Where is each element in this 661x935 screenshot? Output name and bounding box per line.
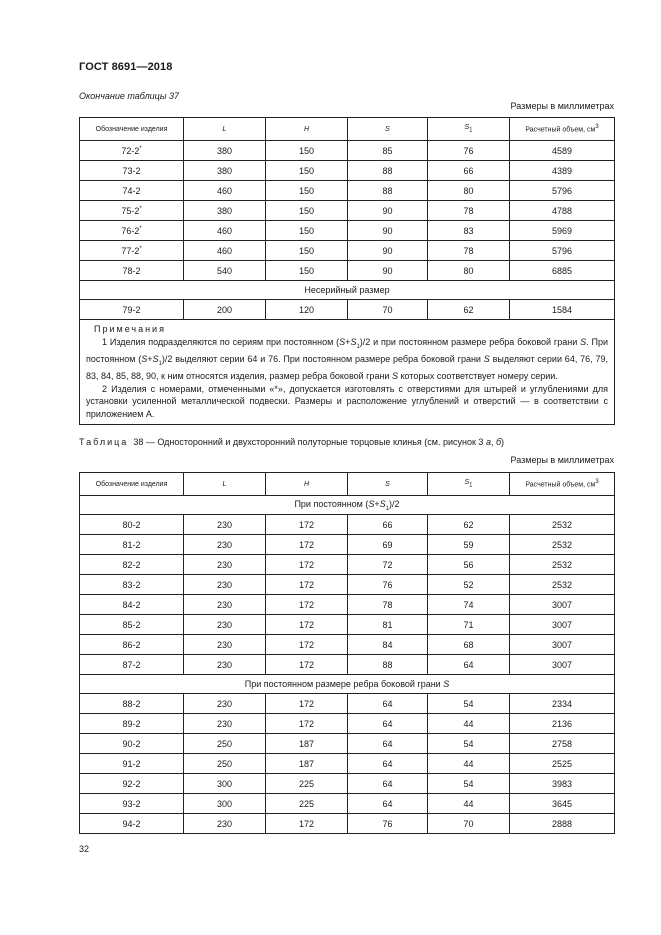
table-row bbox=[80, 655, 615, 675]
table-cell: 76 bbox=[428, 141, 510, 161]
table-cell: 150 bbox=[266, 181, 348, 201]
table-cell: 64 bbox=[348, 714, 428, 734]
notes-row bbox=[80, 320, 615, 425]
table-cell: 2334 bbox=[510, 694, 615, 714]
table-cell: 460 bbox=[184, 181, 266, 201]
table-cell: 74-2 bbox=[80, 181, 184, 201]
table-cell: 230 bbox=[184, 515, 266, 535]
table-cell: 3983 bbox=[510, 774, 615, 794]
table-cell: 150 bbox=[266, 201, 348, 221]
table-cell: 89-2 bbox=[80, 714, 184, 734]
notes-cell bbox=[80, 320, 615, 425]
table-cell: 78 bbox=[428, 201, 510, 221]
table-row bbox=[80, 774, 615, 794]
table-cell: 4788 bbox=[510, 201, 615, 221]
table-cell: 230 bbox=[184, 655, 266, 675]
table-cell: 2532 bbox=[510, 515, 615, 535]
table-cell: 200 bbox=[184, 300, 266, 320]
table-cell: 94-2 bbox=[80, 814, 184, 834]
table-cell: 88 bbox=[348, 161, 428, 181]
table-row bbox=[80, 161, 615, 181]
table-cell: 86-2 bbox=[80, 635, 184, 655]
table37-ending-caption: Окончание таблицы 37 bbox=[79, 91, 179, 101]
table-cell: 3007 bbox=[510, 595, 615, 615]
table-cell: 230 bbox=[184, 814, 266, 834]
table-cell: 172 bbox=[266, 575, 348, 595]
table-cell: 225 bbox=[266, 774, 348, 794]
table-cell: 2532 bbox=[510, 555, 615, 575]
group-constant-edge-row bbox=[80, 675, 615, 694]
table-cell: 80 bbox=[428, 261, 510, 281]
table-cell: 90-2 bbox=[80, 734, 184, 754]
table-row bbox=[80, 635, 615, 655]
table-cell: 52 bbox=[428, 575, 510, 595]
table-cell: 187 bbox=[266, 734, 348, 754]
table-cell: 71 bbox=[428, 615, 510, 635]
table-cell: 76-2* bbox=[80, 221, 184, 241]
table-cell: 88-2 bbox=[80, 694, 184, 714]
table-cell: 225 bbox=[266, 794, 348, 814]
table-cell: 80 bbox=[428, 181, 510, 201]
table-cell: 85 bbox=[348, 141, 428, 161]
col-S1: $S_1$ bbox=[428, 473, 510, 496]
table-cell: 64 bbox=[348, 734, 428, 754]
table-cell: 83 bbox=[428, 221, 510, 241]
table-cell: 84 bbox=[348, 635, 428, 655]
table-cell: 91-2 bbox=[80, 754, 184, 774]
table-cell: 90 bbox=[348, 261, 428, 281]
table38-caption: Таблица 38 — Односторонний и двухсторонний полуторные торцовые клинья (см. рисунок 3 а, б) bbox=[79, 437, 505, 447]
table-row bbox=[80, 515, 615, 535]
table-cell: 380 bbox=[184, 201, 266, 221]
table-row bbox=[80, 694, 615, 714]
table-cell: 230 bbox=[184, 575, 266, 595]
notes-title: Примечания bbox=[94, 324, 166, 334]
table-row bbox=[80, 221, 615, 241]
table-cell: 44 bbox=[428, 754, 510, 774]
table-cell: 172 bbox=[266, 714, 348, 734]
table-cell: 62 bbox=[428, 515, 510, 535]
table-cell: 76 bbox=[348, 575, 428, 595]
table-cell: 172 bbox=[266, 655, 348, 675]
table-cell: 75-2* bbox=[80, 201, 184, 221]
table-cell: 66 bbox=[428, 161, 510, 181]
table-cell: 64 bbox=[348, 754, 428, 774]
table38-header-row bbox=[80, 473, 615, 496]
table-cell: 2136 bbox=[510, 714, 615, 734]
group-constant-sum-row-label: При постоянном $(S+S_1)/2$ bbox=[80, 496, 615, 515]
table-cell: 78-2 bbox=[80, 261, 184, 281]
table-cell: 150 bbox=[266, 221, 348, 241]
col-L: L bbox=[184, 473, 266, 496]
table-cell: 172 bbox=[266, 535, 348, 555]
table37-units: Размеры в миллиметрах bbox=[510, 101, 614, 111]
table-row bbox=[80, 754, 615, 774]
table38-label: Таблица bbox=[79, 437, 129, 447]
table-cell: 230 bbox=[184, 694, 266, 714]
table-cell: 44 bbox=[428, 794, 510, 814]
table-cell: 172 bbox=[266, 615, 348, 635]
table-cell: 92-2 bbox=[80, 774, 184, 794]
table-cell: 5969 bbox=[510, 221, 615, 241]
table-cell: 540 bbox=[184, 261, 266, 281]
table-cell: 90 bbox=[348, 241, 428, 261]
table-row bbox=[80, 734, 615, 754]
table-cell: 2758 bbox=[510, 734, 615, 754]
table-row bbox=[80, 261, 615, 281]
table-cell: 172 bbox=[266, 635, 348, 655]
table-cell: 68 bbox=[428, 635, 510, 655]
table-cell: 172 bbox=[266, 555, 348, 575]
table-cell: 54 bbox=[428, 734, 510, 754]
note-2: 2 Изделия с номерами, отмеченными «*», допускается изготовлять с отверстиями для штырей и углублениями для установки усиленной металлической подвески. Размеры и расположение углублений и отверстий — в соответствии с приложением А. bbox=[86, 383, 608, 419]
col-S: S bbox=[348, 118, 428, 141]
table-cell: 150 bbox=[266, 141, 348, 161]
table-cell: 83-2 bbox=[80, 575, 184, 595]
table-cell: 460 bbox=[184, 241, 266, 261]
table-cell: 73-2 bbox=[80, 161, 184, 181]
table-cell: 93-2 bbox=[80, 794, 184, 814]
table-cell: 88 bbox=[348, 655, 428, 675]
group-constant-sum-row bbox=[80, 496, 615, 515]
table-cell: 3645 bbox=[510, 794, 615, 814]
table-cell: 64 bbox=[348, 794, 428, 814]
table-cell: 78 bbox=[428, 241, 510, 261]
table-row bbox=[80, 595, 615, 615]
table-cell: 300 bbox=[184, 774, 266, 794]
table-cell: 150 bbox=[266, 261, 348, 281]
table-cell: 230 bbox=[184, 595, 266, 615]
table-cell: 250 bbox=[184, 734, 266, 754]
table-cell: 72 bbox=[348, 555, 428, 575]
col-H: H bbox=[266, 473, 348, 496]
nonserial-group-row-label: Несерийный размер bbox=[80, 281, 615, 300]
table-cell: 380 bbox=[184, 161, 266, 181]
table-cell: 3007 bbox=[510, 655, 615, 675]
table-row bbox=[80, 201, 615, 221]
table-cell: 79-2 bbox=[80, 300, 184, 320]
table-cell: 4389 bbox=[510, 161, 615, 181]
col-L: L bbox=[184, 118, 266, 141]
table-cell: 87-2 bbox=[80, 655, 184, 675]
col-H: H bbox=[266, 118, 348, 141]
table-cell: 460 bbox=[184, 221, 266, 241]
table-cell: 72-2* bbox=[80, 141, 184, 161]
table-cell: 84-2 bbox=[80, 595, 184, 615]
table-cell: 5796 bbox=[510, 181, 615, 201]
col-volume: Расчетный объем, $см^3$ bbox=[510, 473, 615, 496]
table-row bbox=[80, 615, 615, 635]
table-cell: 3007 bbox=[510, 615, 615, 635]
table-38 bbox=[79, 472, 615, 834]
table-cell: 300 bbox=[184, 794, 266, 814]
table-cell: 76 bbox=[348, 814, 428, 834]
table-row bbox=[80, 814, 615, 834]
table-cell: 172 bbox=[266, 515, 348, 535]
table-cell: 230 bbox=[184, 635, 266, 655]
table-cell: 4589 bbox=[510, 141, 615, 161]
table-cell: 70 bbox=[428, 814, 510, 834]
table-cell: 82-2 bbox=[80, 555, 184, 575]
group-constant-edge-row-label: При постоянном размере ребра боковой грани S bbox=[80, 675, 615, 694]
col-S: S bbox=[348, 473, 428, 496]
col-S1: $S_1$ bbox=[428, 118, 510, 141]
table-cell: 90 bbox=[348, 201, 428, 221]
table-cell: 120 bbox=[266, 300, 348, 320]
table-cell: 77-2* bbox=[80, 241, 184, 261]
table-cell: 230 bbox=[184, 714, 266, 734]
table-cell: 62 bbox=[428, 300, 510, 320]
table-row bbox=[80, 300, 615, 320]
note-1: 1 Изделия подразделяются по сериям при постоянном $(S+S_1)/2$ и при постоянном размере ребра боковой грани S. При постоянном $(S+S_1)/2$ выделяют серии 64 и 76. При постоянном размере ребра боковой грани S выделяют серии 64, 76, 79, 83, 84, 85, 88, 90, к ним относятся изделия, размер ребра боковой грани S которых соответствует номеру серии. bbox=[86, 336, 608, 382]
table-cell: 54 bbox=[428, 774, 510, 794]
table-cell: 44 bbox=[428, 714, 510, 734]
table-cell: 74 bbox=[428, 595, 510, 615]
table-cell: 81 bbox=[348, 615, 428, 635]
col-designation: Обозначение изделия bbox=[80, 118, 184, 141]
table-cell: 69 bbox=[348, 535, 428, 555]
document-title: ГОСТ 8691—2018 bbox=[79, 61, 173, 73]
table-cell: 150 bbox=[266, 241, 348, 261]
table-cell: 230 bbox=[184, 535, 266, 555]
table-row bbox=[80, 241, 615, 261]
table-cell: 88 bbox=[348, 181, 428, 201]
table-cell: 64 bbox=[348, 694, 428, 714]
table-cell: 2532 bbox=[510, 575, 615, 595]
table-row bbox=[80, 555, 615, 575]
table-cell: 230 bbox=[184, 555, 266, 575]
table38-units: Размеры в миллиметрах bbox=[510, 455, 614, 465]
table-cell: 81-2 bbox=[80, 535, 184, 555]
table-cell: 6885 bbox=[510, 261, 615, 281]
table-cell: 380 bbox=[184, 141, 266, 161]
table-row bbox=[80, 794, 615, 814]
table-cell: 85-2 bbox=[80, 615, 184, 635]
table-cell: 2532 bbox=[510, 535, 615, 555]
table-cell: 187 bbox=[266, 754, 348, 774]
table-cell: 172 bbox=[266, 694, 348, 714]
table37-header-row bbox=[80, 118, 615, 141]
table-37 bbox=[79, 117, 615, 425]
table-cell: 172 bbox=[266, 595, 348, 615]
table-cell: 64 bbox=[348, 774, 428, 794]
table-cell: 70 bbox=[348, 300, 428, 320]
table-cell: 172 bbox=[266, 814, 348, 834]
table-cell: 250 bbox=[184, 754, 266, 774]
table-cell: 56 bbox=[428, 555, 510, 575]
col-designation: Обозначение изделия bbox=[80, 473, 184, 496]
table-cell: 78 bbox=[348, 595, 428, 615]
col-volume: Расчетный объем, $см^3$ bbox=[510, 118, 615, 141]
table-cell: 59 bbox=[428, 535, 510, 555]
table-cell: 90 bbox=[348, 221, 428, 241]
table-cell: 150 bbox=[266, 161, 348, 181]
table-cell: 1584 bbox=[510, 300, 615, 320]
table-row bbox=[80, 181, 615, 201]
table-cell: 2888 bbox=[510, 814, 615, 834]
page-number: 32 bbox=[79, 844, 90, 854]
table-row bbox=[80, 535, 615, 555]
table-cell: 80-2 bbox=[80, 515, 184, 535]
table-cell: 54 bbox=[428, 694, 510, 714]
table-cell: 2525 bbox=[510, 754, 615, 774]
nonserial-group-row bbox=[80, 281, 615, 300]
table-row bbox=[80, 714, 615, 734]
table-row bbox=[80, 141, 615, 161]
table-cell: 5796 bbox=[510, 241, 615, 261]
table-cell: 64 bbox=[428, 655, 510, 675]
table-cell: 66 bbox=[348, 515, 428, 535]
table-row bbox=[80, 575, 615, 595]
table-cell: 230 bbox=[184, 615, 266, 635]
table-cell: 3007 bbox=[510, 635, 615, 655]
